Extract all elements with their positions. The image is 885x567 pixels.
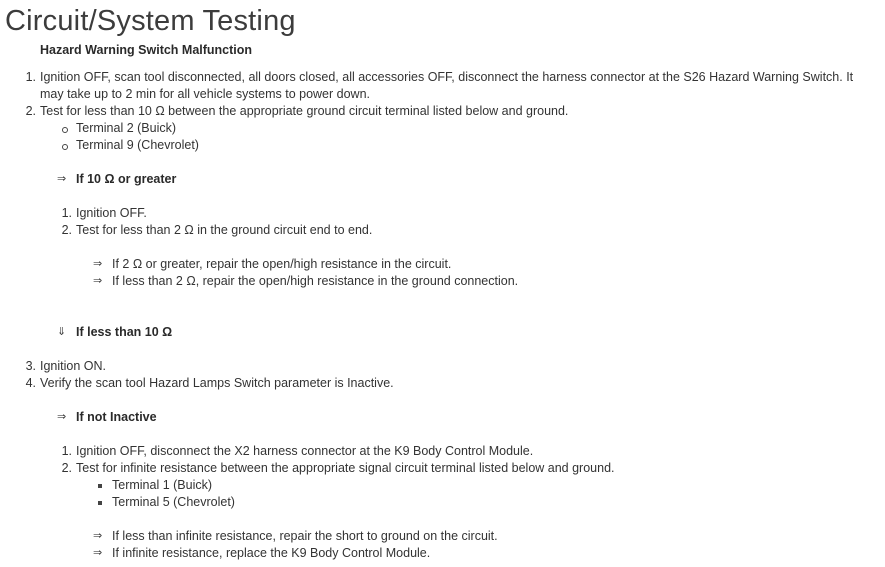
substep-4-1-text: Ignition OFF, disconnect the X2 harness connector at the K9 Body Control Module. bbox=[76, 444, 534, 458]
substep-4-bullet-2: Terminal 5 (Chevrolet) bbox=[112, 495, 235, 509]
down-arrow-icon: ⇓ bbox=[57, 326, 67, 338]
condition-less-than-10: If less than 10 Ω bbox=[76, 325, 173, 339]
substep-1-number: 1. bbox=[61, 206, 72, 220]
substep-1-text: Ignition OFF. bbox=[76, 206, 147, 220]
substep-2-number: 2. bbox=[61, 223, 72, 237]
step-1-text-line1: Ignition OFF, scan tool disconnected, all doors closed, all accessories OFF, disconnect the harness connector at the S26 Hazard Warning Switch. It bbox=[40, 70, 854, 84]
condition-not-inactive: If not Inactive bbox=[76, 410, 157, 424]
substep-4-result-1: If less than infinite resistance, repair the short to ground on the circuit. bbox=[112, 529, 498, 543]
substep-4-2-number: 2. bbox=[61, 461, 72, 475]
substep-4-2-text: Test for infinite resistance between the appropriate signal circuit terminal listed below and ground. bbox=[76, 461, 615, 475]
substep-2-result-2: If less than 2 Ω, repair the open/high resistance in the ground connection. bbox=[112, 274, 519, 288]
right-arrow-icon: ⇒ bbox=[93, 547, 103, 559]
substep-2-result-1: If 2 Ω or greater, repair the open/high resistance in the circuit. bbox=[112, 257, 452, 271]
bullet-circle-icon bbox=[62, 144, 68, 150]
step-1-number: 1. bbox=[25, 70, 36, 84]
step-4-number: 4. bbox=[25, 376, 36, 390]
bullet-square-icon bbox=[98, 501, 102, 505]
step-2-text: Test for less than 10 Ω between the appropriate ground circuit terminal listed below and ground. bbox=[40, 104, 569, 118]
substep-2-text: Test for less than 2 Ω in the ground circuit end to end. bbox=[76, 223, 373, 237]
right-arrow-icon: ⇒ bbox=[93, 258, 103, 270]
step-1-text-line2: may take up to 2 min for all vehicle systems to power down. bbox=[40, 87, 371, 101]
step-2-bullet-1: Terminal 2 (Buick) bbox=[76, 121, 177, 135]
page-title: Circuit/System Testing bbox=[5, 5, 296, 37]
right-arrow-icon: ⇒ bbox=[93, 530, 103, 542]
substep-4-result-2: If infinite resistance, replace the K9 Body Control Module. bbox=[112, 546, 431, 560]
substep-4-1-number: 1. bbox=[61, 444, 72, 458]
step-4-text: Verify the scan tool Hazard Lamps Switch parameter is Inactive. bbox=[40, 376, 394, 390]
step-3-text: Ignition ON. bbox=[40, 359, 107, 373]
step-2-bullet-2: Terminal 9 (Chevrolet) bbox=[76, 138, 199, 152]
right-arrow-icon: ⇒ bbox=[57, 173, 67, 185]
section-subtitle: Hazard Warning Switch Malfunction bbox=[40, 43, 253, 57]
step-2-number: 2. bbox=[25, 104, 36, 118]
right-arrow-icon: ⇒ bbox=[93, 275, 103, 287]
right-arrow-icon: ⇒ bbox=[57, 411, 67, 423]
condition-10-or-greater: If 10 Ω or greater bbox=[76, 172, 177, 186]
bullet-square-icon bbox=[98, 484, 102, 488]
bullet-circle-icon bbox=[62, 127, 68, 133]
substep-4-bullet-1: Terminal 1 (Buick) bbox=[112, 478, 213, 492]
step-3-number: 3. bbox=[25, 359, 36, 373]
